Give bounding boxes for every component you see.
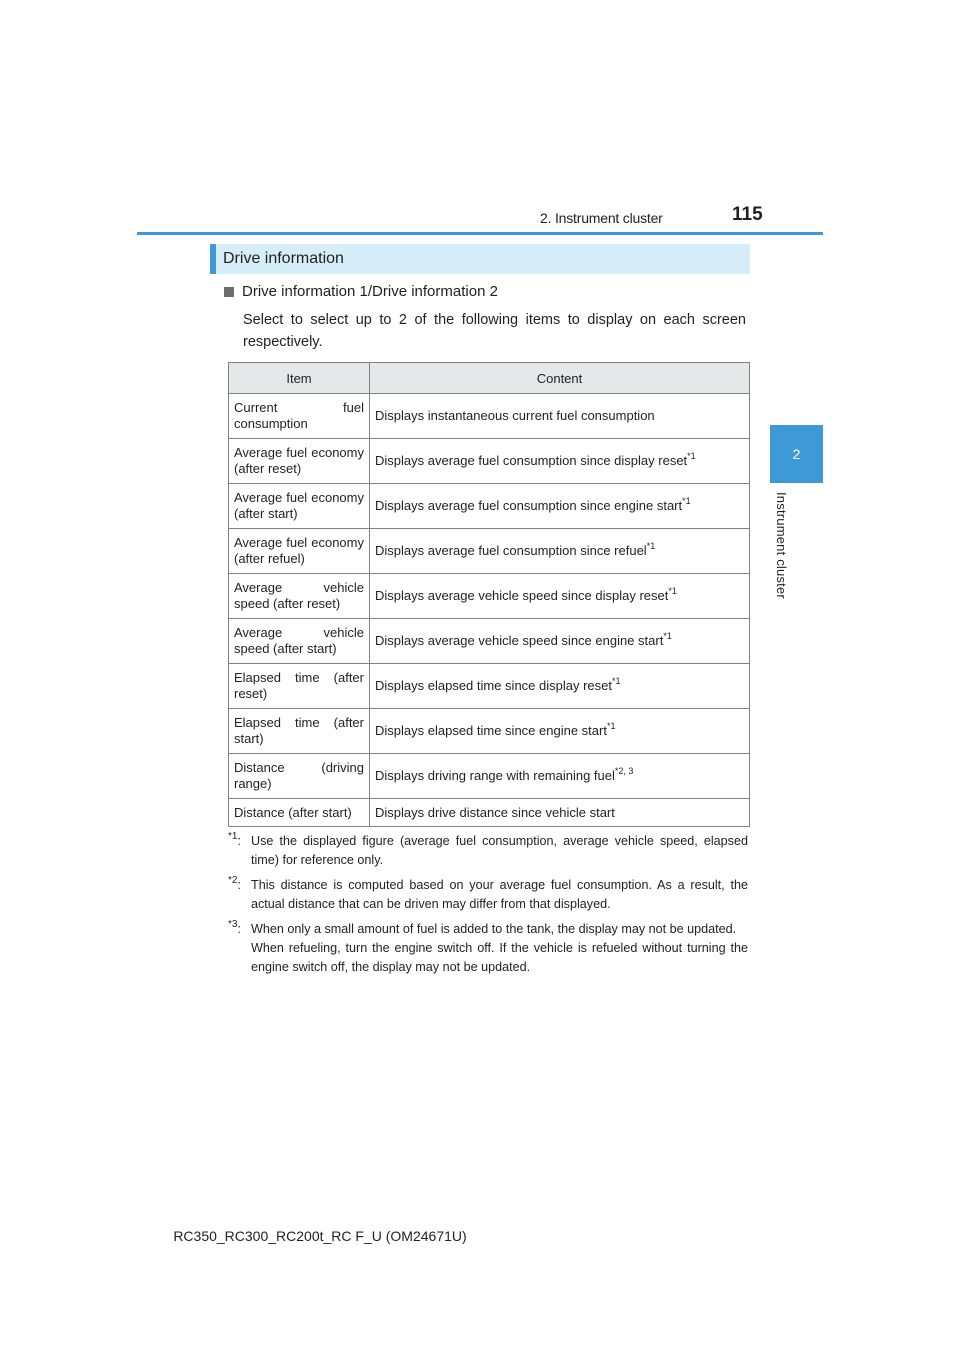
table-row [229,529,750,574]
footnote [228,920,748,977]
row-content-text: Displays driving range with remaining fuel [375,768,615,783]
table-header-row [229,363,750,394]
row-item: Average fuel economy (after refuel) [229,529,370,574]
footnote-ref: *1 [646,541,656,551]
footnote-ref: *1 [606,721,616,731]
footnote [228,832,748,870]
footnote-text: Use the displayed figure (average fuel consumption, average vehicle speed, elapsed time) for reference only. [251,834,748,867]
row-item: Average vehicle speed (after reset) [229,574,370,619]
row-content [370,709,750,754]
header-section-title: 2. Instrument cluster [540,210,663,226]
footnote-ref: *2, 3 [614,766,634,776]
row-content-text: Displays average fuel consumption since refuel [375,543,647,558]
footnote-ref: *1 [682,496,691,506]
table-row [229,709,750,754]
footnote-mark-text: *3 [228,919,238,930]
row-content-text: Displays average fuel consumption since engine start [375,498,683,513]
row-content-text: Displays instantaneous current fuel consumption [375,408,655,423]
section-header [210,244,750,274]
footnote-mark: $^{*1}$: [228,831,241,848]
footnote-text-line1: When only a small amount of fuel is added to the tank, the display may not be updated. [251,922,737,936]
row-content-text: Displays elapsed time since engine start [375,723,607,738]
footnote-text-line2: When refueling, turn the engine switch off. If the vehicle is refueled without turning the engine switch off, the display may not be updated. [251,941,748,974]
table-row [229,619,750,664]
table-row [229,439,750,484]
footnote-mark-text: *2 [228,875,238,886]
row-content-text: Displays drive distance since vehicle start [375,804,615,820]
page-number: 115 [732,204,763,225]
table-row [229,754,750,799]
footnote-ref: *1 [663,631,672,641]
chapter-label: Instrument cluster [774,492,789,599]
table-row [229,394,750,439]
chapter-tab[interactable] [770,425,823,483]
row-item: Average vehicle speed (after start) [229,619,370,664]
row-content-text: Displays average vehicle speed since engine start [375,633,664,648]
table-row [229,664,750,709]
row-item: Distance (after start) [229,799,370,827]
section-title: Drive information [223,250,344,267]
footnote-ref: *1 [687,451,696,461]
row-content [370,529,750,574]
footnote-mark-text: *1 [228,831,238,842]
column-header-item: Item [229,363,370,394]
footnotes [228,832,748,983]
row-item: Average fuel economy (after start) [229,484,370,529]
table-row [229,799,750,827]
table-row [229,484,750,529]
row-content [370,799,750,827]
header-rule [137,232,823,235]
footnote-mark: $^{*3}$: [228,919,241,936]
square-bullet-icon [224,287,234,297]
row-content [370,619,750,664]
footnote-ref: *1 [668,586,677,596]
drive-info-table [228,362,750,827]
row-content [370,394,750,439]
row-content [370,664,750,709]
row-item: Average fuel economy (after reset) [229,439,370,484]
row-item: Current fuel consumption [229,394,370,439]
row-content [370,439,750,484]
row-item: Distance (driving range) [229,754,370,799]
sub-heading [224,283,498,300]
footnote-text [251,920,748,977]
chapter-number: 2 [792,446,801,462]
table-row [229,574,750,619]
row-content [370,484,750,529]
footnote-ref: *1 [612,676,621,686]
footnote [228,876,748,914]
intro-paragraph: Select to select up to 2 of the following items to display on each screen respectively. [243,312,746,350]
footer-model-code: RC350_RC300_RC200t_RC F_U (OM24671U) [173,1228,467,1244]
row-item: Elapsed time (after start) [229,709,370,754]
row-content-text: Displays elapsed time since display reset [375,678,612,693]
row-item: Elapsed time (after reset) [229,664,370,709]
sub-heading-text: Drive information 1/Drive information 2 [242,283,498,300]
row-content [370,754,750,799]
column-header-content: Content [370,363,750,394]
footnote-text: This distance is computed based on your average fuel consumption. As a result, the actual distance that can be driven may differ from that displayed. [251,878,748,911]
footnote-mark: $^{*2}$: [228,875,241,892]
row-content-text: Displays average fuel consumption since display reset [375,453,688,468]
row-content-text: Displays average vehicle speed since display reset [375,588,669,603]
row-content [370,574,750,619]
